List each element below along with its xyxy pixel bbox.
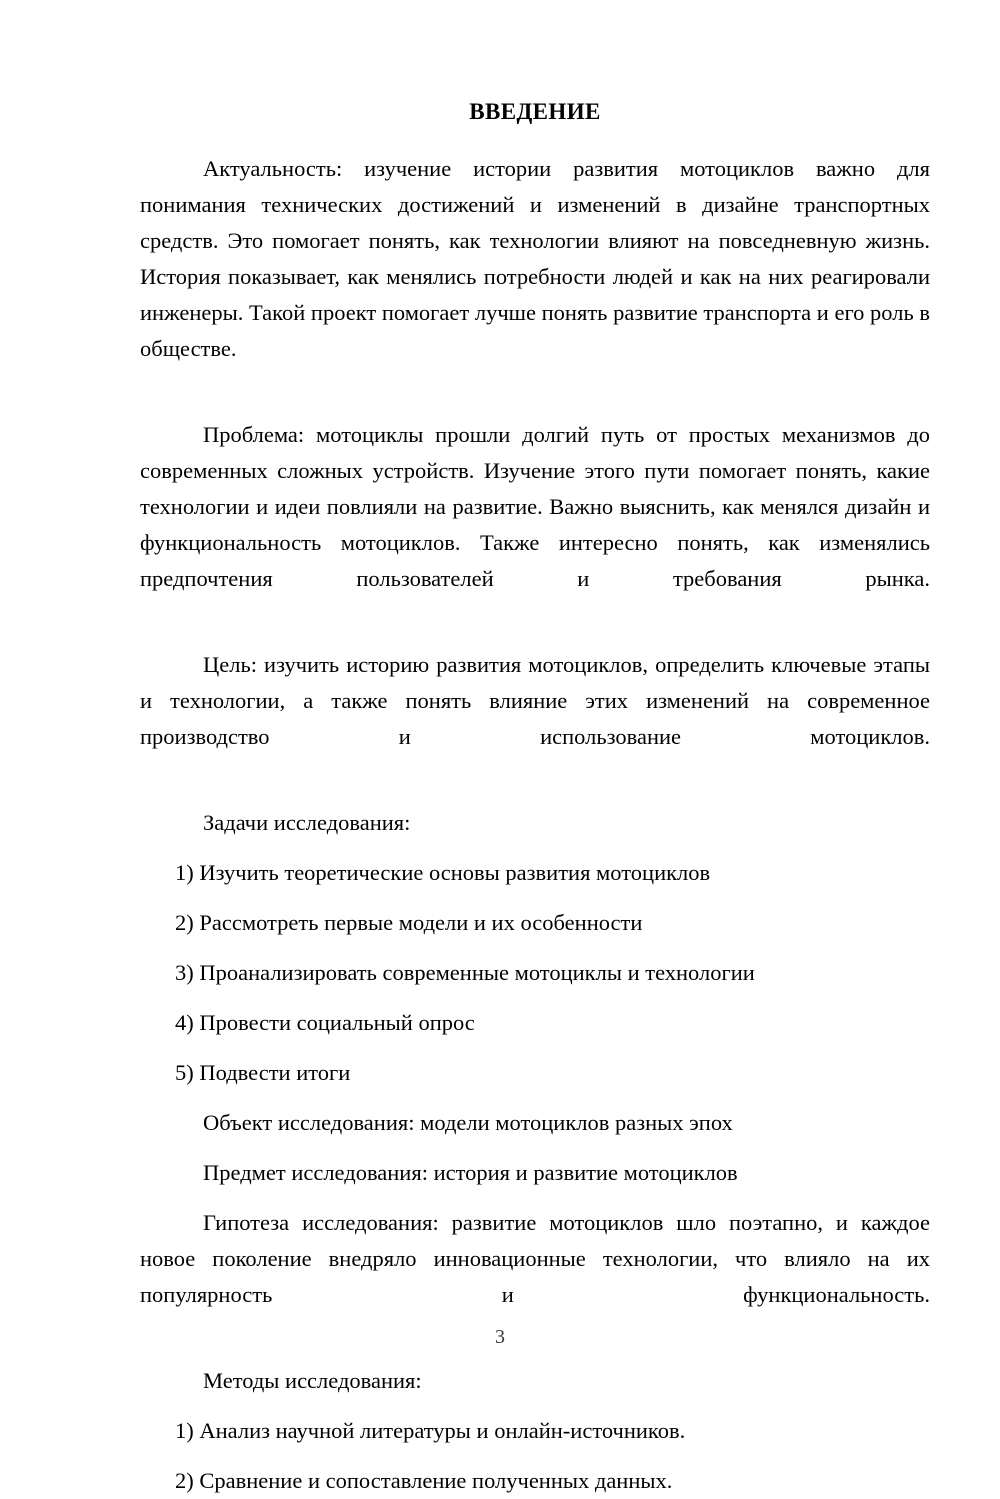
document-body [140,0,930,1499]
list-item: 5) Подвести итоги [175,1060,351,1085]
list-item: 2) Рассмотреть первые модели и их особенности [175,910,643,935]
paragraph-relevance: Актуальность: изучение истории развития мотоциклов важно для понимания технических достижений и изменений в дизайне транспортных средств. Это помогает понять, как технологии влияют на повседневную жизнь. История показывает, как менялись потребности людей и как на них реагировали инженеры. Такой проект помогает лучше понять развитие транспорта и его роль в обществе. [140,156,930,361]
list-item: 1) Анализ научной литературы и онлайн-источников. [175,1418,686,1443]
list-item: 3) Проанализировать современные мотоциклы и технологии [175,960,755,985]
paragraph-object: Объект исследования: модели мотоциклов разных эпох [203,1110,733,1135]
list-item: 1) Изучить теоретические основы развития мотоциклов [175,860,711,885]
paragraph-goal: Цель: изучить историю развития мотоциклов, определить ключевые этапы и технологии, а также понять влияние этих изменений на современное производство и использование мотоциклов. [140,652,930,749]
paragraph-hypothesis: Гипотеза исследования: развитие мотоциклов шло поэтапно, и каждое новое поколение внедряло инновационные технологии, что влияло на их популярность и функциональность. [140,1210,930,1307]
paragraph-subject: Предмет исследования: история и развитие мотоциклов [203,1160,738,1185]
tasks-heading: Задачи исследования: [203,810,411,835]
paragraph-problem: Проблема: мотоциклы прошли долгий путь от простых механизмов до современных сложных устройств. Изучение этого пути помогает понять, какие технологии и идеи повлияли на развитие. Важно выяснить, как менялся дизайн и функциональность мотоциклов. Также интересно понять, как изменялись предпочтения пользователей и требования рынка. [140,422,930,591]
methods-heading: Методы исследования: [203,1368,422,1393]
tasks-list [140,841,930,1091]
list-item: 2) Сравнение и сопоставление полученных данных. [175,1468,673,1493]
page-title: ВВЕДЕНИЕ [469,99,601,124]
list-item: 4) Провести социальный опрос [175,1010,475,1035]
methods-list [140,1399,930,1499]
page-number: 3 [495,1326,505,1348]
